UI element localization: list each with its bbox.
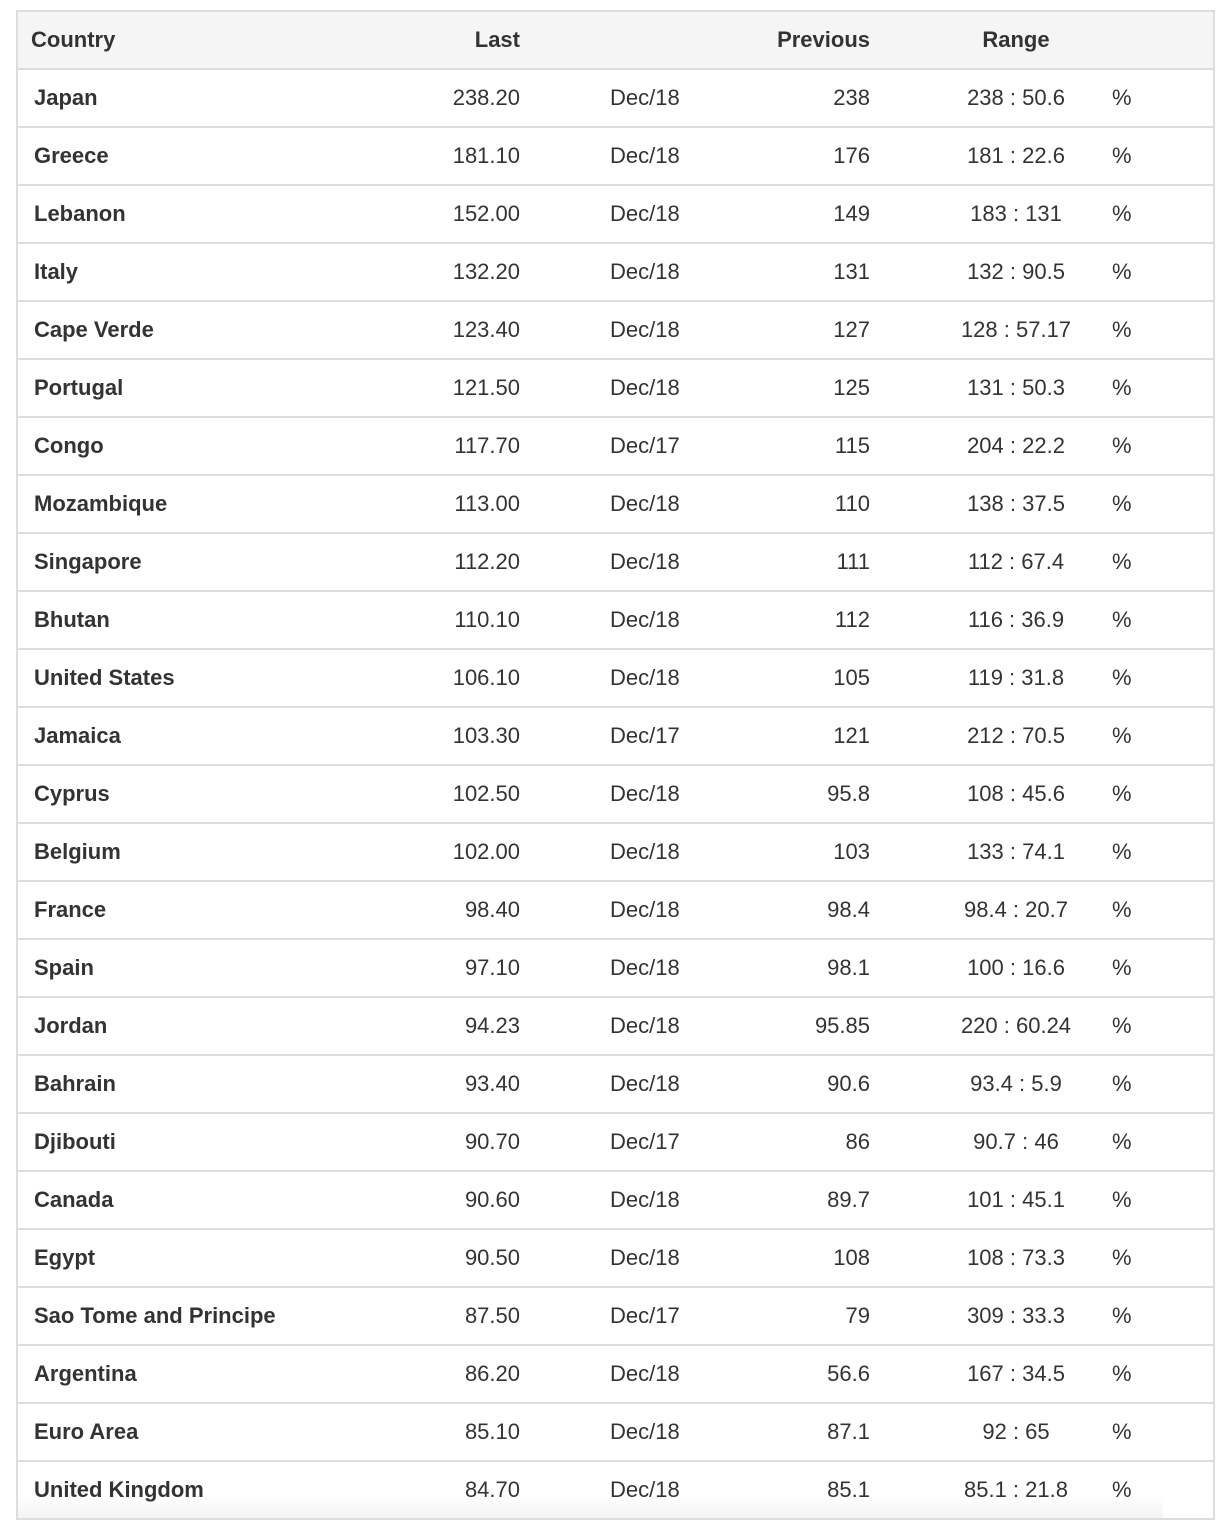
unit-cell: % bbox=[1112, 127, 1163, 185]
previous-value-cell: 110 bbox=[684, 475, 870, 533]
table-row[interactable] bbox=[18, 823, 1213, 881]
previous-value-cell: 131 bbox=[684, 243, 870, 301]
reference-date-cell: Dec/18 bbox=[520, 591, 684, 649]
country-cell[interactable]: Egypt bbox=[18, 1229, 320, 1287]
unit-cell: % bbox=[1112, 881, 1163, 939]
reference-date-cell: Dec/17 bbox=[520, 1113, 684, 1171]
country-data-table bbox=[18, 12, 1213, 1520]
country-cell[interactable]: Cape Verde bbox=[18, 301, 320, 359]
previous-value-cell: 79 bbox=[684, 1287, 870, 1345]
reference-date-cell: Dec/17 bbox=[520, 417, 684, 475]
unit-cell: % bbox=[1112, 1345, 1163, 1403]
country-cell[interactable]: Sao Tome and Principe bbox=[18, 1287, 320, 1345]
table-row[interactable] bbox=[18, 881, 1213, 939]
column-header-date bbox=[520, 12, 684, 69]
previous-value-cell: 87.1 bbox=[684, 1403, 870, 1461]
data-table-container bbox=[16, 10, 1215, 1520]
column-header-last[interactable]: Last bbox=[320, 12, 520, 69]
last-value-cell: 102.50 bbox=[320, 765, 520, 823]
table-row[interactable] bbox=[18, 69, 1213, 127]
table-row[interactable] bbox=[18, 533, 1213, 591]
range-cell: 92 : 65 bbox=[870, 1403, 1162, 1461]
reference-date-cell: Dec/18 bbox=[520, 765, 684, 823]
unit-cell: % bbox=[1112, 1229, 1163, 1287]
unit-cell: % bbox=[1112, 997, 1163, 1055]
table-row[interactable] bbox=[18, 591, 1213, 649]
last-value-cell: 112.20 bbox=[320, 533, 520, 591]
unit-cell: % bbox=[1112, 359, 1163, 417]
last-value-cell: 152.00 bbox=[320, 185, 520, 243]
country-cell[interactable]: Cyprus bbox=[18, 765, 320, 823]
reference-date-cell: Dec/18 bbox=[520, 1403, 684, 1461]
previous-value-cell: 95.85 bbox=[684, 997, 870, 1055]
unit-cell: % bbox=[1112, 1171, 1163, 1229]
country-cell[interactable]: France bbox=[18, 881, 320, 939]
last-value-cell: 93.40 bbox=[320, 1055, 520, 1113]
previous-value-cell: 56.6 bbox=[684, 1345, 870, 1403]
previous-value-cell: 111 bbox=[684, 533, 870, 591]
table-row[interactable] bbox=[18, 417, 1213, 475]
unit-cell: % bbox=[1112, 301, 1163, 359]
last-value-cell: 90.70 bbox=[320, 1113, 520, 1171]
reference-date-cell: Dec/18 bbox=[520, 1055, 684, 1113]
unit-cell: % bbox=[1112, 533, 1163, 591]
range-cell: 116 : 36.9 bbox=[870, 591, 1162, 649]
unit-cell: % bbox=[1112, 417, 1163, 475]
last-value-cell: 110.10 bbox=[320, 591, 520, 649]
range-cell: 204 : 22.2 bbox=[870, 417, 1162, 475]
unit-cell: % bbox=[1112, 1055, 1163, 1113]
range-cell: 108 : 45.6 bbox=[870, 765, 1162, 823]
table-row[interactable] bbox=[18, 127, 1213, 185]
country-cell[interactable]: Italy bbox=[18, 243, 320, 301]
unit-cell: % bbox=[1112, 1403, 1163, 1461]
last-value-cell: 87.50 bbox=[320, 1287, 520, 1345]
last-value-cell: 98.40 bbox=[320, 881, 520, 939]
range-cell: 238 : 50.6 bbox=[870, 69, 1162, 127]
last-value-cell: 117.70 bbox=[320, 417, 520, 475]
last-value-cell: 238.20 bbox=[320, 69, 520, 127]
reference-date-cell: Dec/18 bbox=[520, 881, 684, 939]
table-row[interactable] bbox=[18, 649, 1213, 707]
previous-value-cell: 108 bbox=[684, 1229, 870, 1287]
column-header-previous[interactable]: Previous bbox=[684, 12, 870, 69]
previous-value-cell: 105 bbox=[684, 649, 870, 707]
previous-value-cell: 121 bbox=[684, 707, 870, 765]
last-value-cell: 86.20 bbox=[320, 1345, 520, 1403]
range-cell: 131 : 50.3 bbox=[870, 359, 1162, 417]
column-header-range[interactable]: Range bbox=[870, 12, 1162, 69]
unit-cell: % bbox=[1112, 591, 1163, 649]
range-cell: 183 : 131 bbox=[870, 185, 1162, 243]
previous-value-cell: 89.7 bbox=[684, 1171, 870, 1229]
table-row[interactable] bbox=[18, 475, 1213, 533]
last-value-cell: 97.10 bbox=[320, 939, 520, 997]
unit-cell: % bbox=[1112, 185, 1163, 243]
last-value-cell: 94.23 bbox=[320, 997, 520, 1055]
table-row[interactable] bbox=[18, 359, 1213, 417]
last-value-cell: 121.50 bbox=[320, 359, 520, 417]
reference-date-cell: Dec/18 bbox=[520, 649, 684, 707]
reference-date-cell: Dec/18 bbox=[520, 533, 684, 591]
table-row[interactable] bbox=[18, 1113, 1213, 1171]
range-cell: 128 : 57.17 bbox=[870, 301, 1162, 359]
table-row[interactable] bbox=[18, 997, 1213, 1055]
previous-value-cell: 98.1 bbox=[684, 939, 870, 997]
country-cell[interactable]: Jamaica bbox=[18, 707, 320, 765]
range-cell: 212 : 70.5 bbox=[870, 707, 1162, 765]
table-row[interactable] bbox=[18, 243, 1213, 301]
previous-value-cell: 98.4 bbox=[684, 881, 870, 939]
range-cell: 132 : 90.5 bbox=[870, 243, 1162, 301]
column-header-unit bbox=[1162, 12, 1213, 69]
last-value-cell: 106.10 bbox=[320, 649, 520, 707]
reference-date-cell: Dec/18 bbox=[520, 69, 684, 127]
country-cell[interactable]: Singapore bbox=[18, 533, 320, 591]
previous-value-cell: 112 bbox=[684, 591, 870, 649]
reference-date-cell: Dec/18 bbox=[520, 939, 684, 997]
reference-date-cell: Dec/17 bbox=[520, 1287, 684, 1345]
unit-cell: % bbox=[1112, 1461, 1163, 1519]
range-cell: 309 : 33.3 bbox=[870, 1287, 1162, 1345]
reference-date-cell: Dec/18 bbox=[520, 823, 684, 881]
previous-value-cell: 149 bbox=[684, 185, 870, 243]
table-header-row bbox=[18, 12, 1213, 69]
column-header-country[interactable]: Country bbox=[18, 12, 320, 69]
table-row[interactable] bbox=[18, 1229, 1213, 1287]
last-value-cell: 85.10 bbox=[320, 1403, 520, 1461]
unit-cell: % bbox=[1112, 707, 1163, 765]
unit-cell: % bbox=[1112, 823, 1163, 881]
reference-date-cell: Dec/18 bbox=[520, 475, 684, 533]
previous-value-cell: 95.8 bbox=[684, 765, 870, 823]
country-cell[interactable]: Greece bbox=[18, 127, 320, 185]
range-cell: 85.1 : 21.8 bbox=[870, 1461, 1162, 1519]
table-row[interactable] bbox=[18, 1345, 1213, 1403]
reference-date-cell: Dec/18 bbox=[520, 243, 684, 301]
table-row[interactable] bbox=[18, 765, 1213, 823]
previous-value-cell: 86 bbox=[684, 1113, 870, 1171]
table-row[interactable] bbox=[18, 707, 1213, 765]
unit-cell: % bbox=[1112, 649, 1163, 707]
country-cell[interactable]: Belgium bbox=[18, 823, 320, 881]
range-cell: 100 : 16.6 bbox=[870, 939, 1162, 997]
last-value-cell: 113.00 bbox=[320, 475, 520, 533]
table-row[interactable] bbox=[18, 1171, 1213, 1229]
last-value-cell: 84.70 bbox=[320, 1461, 520, 1519]
range-cell: 119 : 31.8 bbox=[870, 649, 1162, 707]
previous-value-cell: 125 bbox=[684, 359, 870, 417]
previous-value-cell: 90.6 bbox=[684, 1055, 870, 1113]
country-cell[interactable]: Jordan bbox=[18, 997, 320, 1055]
table-header bbox=[18, 12, 1213, 69]
country-cell[interactable]: Canada bbox=[18, 1171, 320, 1229]
reference-date-cell: Dec/18 bbox=[520, 1461, 684, 1519]
unit-cell: % bbox=[1112, 939, 1163, 997]
reference-date-cell: Dec/18 bbox=[520, 997, 684, 1055]
last-value-cell: 103.30 bbox=[320, 707, 520, 765]
reference-date-cell: Dec/18 bbox=[520, 1345, 684, 1403]
country-cell[interactable]: Mozambique bbox=[18, 475, 320, 533]
previous-value-cell: 115 bbox=[684, 417, 870, 475]
range-cell: 98.4 : 20.7 bbox=[870, 881, 1162, 939]
last-value-cell: 90.50 bbox=[320, 1229, 520, 1287]
previous-value-cell: 176 bbox=[684, 127, 870, 185]
range-cell: 93.4 : 5.9 bbox=[870, 1055, 1162, 1113]
unit-cell: % bbox=[1112, 1113, 1163, 1171]
table-row[interactable] bbox=[18, 301, 1213, 359]
unit-cell: % bbox=[1112, 1287, 1163, 1345]
range-cell: 181 : 22.6 bbox=[870, 127, 1162, 185]
country-cell[interactable]: Bahrain bbox=[18, 1055, 320, 1113]
previous-value-cell: 127 bbox=[684, 301, 870, 359]
country-cell[interactable]: Portugal bbox=[18, 359, 320, 417]
country-cell[interactable]: Djibouti bbox=[18, 1113, 320, 1171]
reference-date-cell: Dec/17 bbox=[520, 707, 684, 765]
reference-date-cell: Dec/18 bbox=[520, 1229, 684, 1287]
country-cell[interactable]: Japan bbox=[18, 69, 320, 127]
last-value-cell: 90.60 bbox=[320, 1171, 520, 1229]
reference-date-cell: Dec/18 bbox=[520, 1171, 684, 1229]
unit-cell: % bbox=[1112, 765, 1163, 823]
reference-date-cell: Dec/18 bbox=[520, 301, 684, 359]
range-cell: 167 : 34.5 bbox=[870, 1345, 1162, 1403]
previous-value-cell: 85.1 bbox=[684, 1461, 870, 1519]
previous-value-cell: 238 bbox=[684, 69, 870, 127]
table-row[interactable] bbox=[18, 1287, 1213, 1345]
table-row[interactable] bbox=[18, 185, 1213, 243]
last-value-cell: 132.20 bbox=[320, 243, 520, 301]
country-cell[interactable]: Spain bbox=[18, 939, 320, 997]
range-cell: 90.7 : 46 bbox=[870, 1113, 1162, 1171]
range-cell: 101 : 45.1 bbox=[870, 1171, 1162, 1229]
country-cell[interactable]: Lebanon bbox=[18, 185, 320, 243]
country-cell[interactable]: United Kingdom bbox=[18, 1461, 320, 1519]
range-cell: 112 : 67.4 bbox=[870, 533, 1162, 591]
range-cell: 220 : 60.24 bbox=[870, 997, 1162, 1055]
country-cell[interactable]: Argentina bbox=[18, 1345, 320, 1403]
last-value-cell: 181.10 bbox=[320, 127, 520, 185]
table-row[interactable] bbox=[18, 1403, 1213, 1461]
unit-cell: % bbox=[1112, 243, 1163, 301]
unit-cell: % bbox=[1112, 475, 1163, 533]
reference-date-cell: Dec/18 bbox=[520, 185, 684, 243]
range-cell: 108 : 73.3 bbox=[870, 1229, 1162, 1287]
unit-cell: % bbox=[1112, 69, 1163, 127]
reference-date-cell: Dec/18 bbox=[520, 359, 684, 417]
country-cell[interactable]: Congo bbox=[18, 417, 320, 475]
table-row[interactable] bbox=[18, 1055, 1213, 1113]
range-cell: 133 : 74.1 bbox=[870, 823, 1162, 881]
last-value-cell: 123.40 bbox=[320, 301, 520, 359]
previous-value-cell: 103 bbox=[684, 823, 870, 881]
country-cell[interactable]: Bhutan bbox=[18, 591, 320, 649]
country-cell[interactable]: United States bbox=[18, 649, 320, 707]
range-cell: 138 : 37.5 bbox=[870, 475, 1162, 533]
last-value-cell: 102.00 bbox=[320, 823, 520, 881]
table-body bbox=[18, 69, 1213, 1519]
country-cell[interactable]: Euro Area bbox=[18, 1403, 320, 1461]
table-row[interactable] bbox=[18, 1461, 1213, 1519]
reference-date-cell: Dec/18 bbox=[520, 127, 684, 185]
table-row[interactable] bbox=[18, 939, 1213, 997]
